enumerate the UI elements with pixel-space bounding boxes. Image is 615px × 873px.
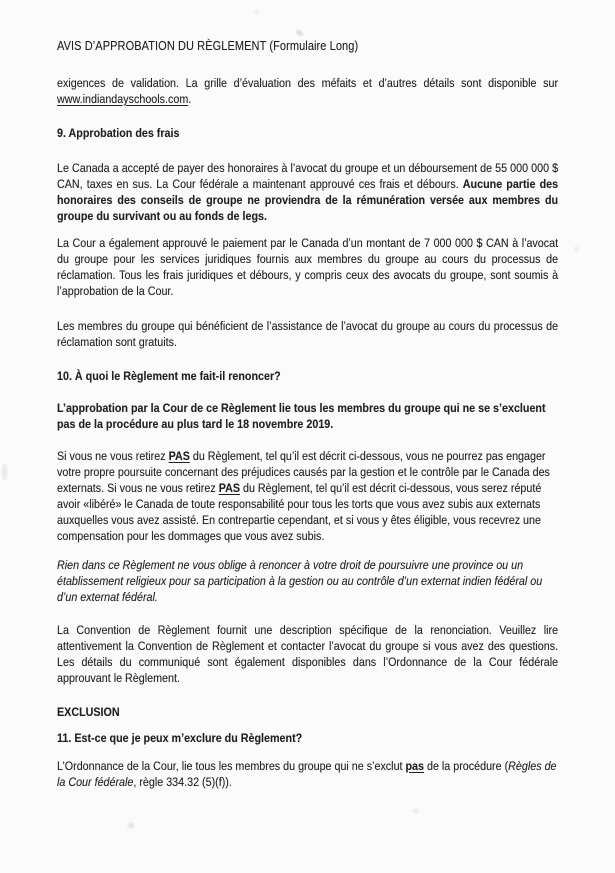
text-run: La Convention de Règlement fournit une description spécifique de la renonciation. Veuillez lire attentivement la Convention de Règlement et contacter l’avocat du groupe si vous avez des questions. Les détails du communiqué sont également disponibles dans l’Ordonnance de la Cour fédérale approuvant le Règlement. (57, 623, 559, 685)
paragraph-validation-requirements (57, 75, 558, 107)
website-url: www.indiandayschools.com (57, 92, 189, 106)
document-title: AVIS D’APPROBATION DU RÈGLEMENT (Formulaire Long) (57, 39, 359, 53)
text-run: Aucune partie des honoraires des conseils de groupe ne proviendra de la rémunération versée aux membres du groupe du survivant ou au fonds de legs. (57, 177, 559, 223)
scan-artifact (255, 10, 259, 13)
text-run: L’approbation par la Cour de ce Règlement lie tous les membres du groupe qui ne se s’excluent pas de la procédure au plus tard le 18 novembre 2019. (57, 401, 546, 431)
text-run: de la procédure ( (424, 759, 509, 773)
paragraph-court-order-binding (57, 758, 558, 790)
text-run: Règles de la Cour fédérale (57, 759, 557, 789)
paragraph-free-assistance (57, 318, 558, 350)
text-run: EXCLUSION (57, 705, 120, 719)
text-run: pas (405, 759, 425, 773)
text-run: Si vous ne vous retirez (57, 449, 169, 463)
text-run: L’Ordonnance de la Cour, lie tous les membres du groupe qui ne s’exclut (57, 759, 406, 773)
heading-section-11-opt-out (57, 730, 558, 746)
text-run: Le Canada a accepté de payer des honoraires à l’avocat du groupe et un déboursement de 55 000 000 $ CAN, taxes en sus. La Cour fédérale a maintenant approuvé ces frais et débours. (57, 161, 559, 191)
text-run: Les membres du groupe qui bénéficient de l’assistance de l’avocat du groupe au cours du processus de réclamation sont gratuits. (57, 319, 559, 349)
scan-artifact (296, 29, 304, 36)
document-content (57, 38, 558, 790)
text-run: PAS (218, 481, 240, 495)
scan-artifact (574, 247, 579, 251)
heading-exclusion (57, 704, 558, 720)
paragraph-seven-million-payment (57, 235, 558, 299)
paragraph-settlement-agreement-details (57, 622, 558, 686)
text-run: PAS (168, 449, 190, 463)
heading-section-10-waiver (57, 368, 558, 384)
text-run: La Cour a également approuvé le paiement par le Canada d’un montant de 7 000 000 $ CAN à l’avocat du groupe pour les services juridiques fournis aux membres du groupe au cours du processus de réclamation. Tous les frais juridiques et débours, y compris ceux des avocats du groupe, sont soumis à l’approbation de la Cour. (57, 236, 559, 298)
text-run: exigences de validation. La grille d’évaluation des méfaits et d’autres détails sont disponible sur (57, 76, 559, 90)
text-run: 9. Approbation des frais (57, 126, 180, 140)
document-body (57, 75, 558, 790)
scan-artifact (413, 809, 418, 813)
text-run: Rien dans ce Règlement ne vous oblige à renoncer à votre droit de poursuivre une province ou un établissement religieux pour sa participation à la gestion ou au contrôle d’un externat indien fédéral ou d’un externat fédéral. (57, 558, 543, 604)
text-run: , règle 334.32 (5)(f)). (133, 775, 232, 789)
scan-artifact (2, 464, 7, 480)
paragraph-fees-approved (57, 160, 558, 224)
text-run: du Règlement, tel qu’il est décrit ci-dessous, vous serez réputé avoir «libéré» le Canada de toute responsabilité pour tous les torts que vous avez subis aux externats auxquelles vous avez assisté. En contrepartie cependant, et si vous y êtes éligible, vous recevrez une compensation pour les dommages que vous avez subis. (57, 481, 542, 543)
paragraph-settlement-binding (57, 400, 558, 432)
scan-artifact (128, 823, 134, 828)
paragraph-opt-out-consequences (57, 448, 558, 544)
text-run: 11. Est-ce que je peux m’exclure du Règlement? (57, 731, 303, 745)
text-run: 10. À quoi le Règlement me fait-il renoncer? (57, 369, 281, 383)
heading-section-9-fees-approval (57, 125, 558, 141)
text-run: du Règlement, tel qu’il est décrit ci-dessous, vous ne pourrez pas engager votre propre poursuite concernant des préjudices causés par la gestion et le contrôle par le Canada des externats. Si vous ne vous retirez (57, 449, 550, 495)
paragraph-province-rights-preserved (57, 557, 558, 605)
text-run: . (188, 92, 192, 106)
